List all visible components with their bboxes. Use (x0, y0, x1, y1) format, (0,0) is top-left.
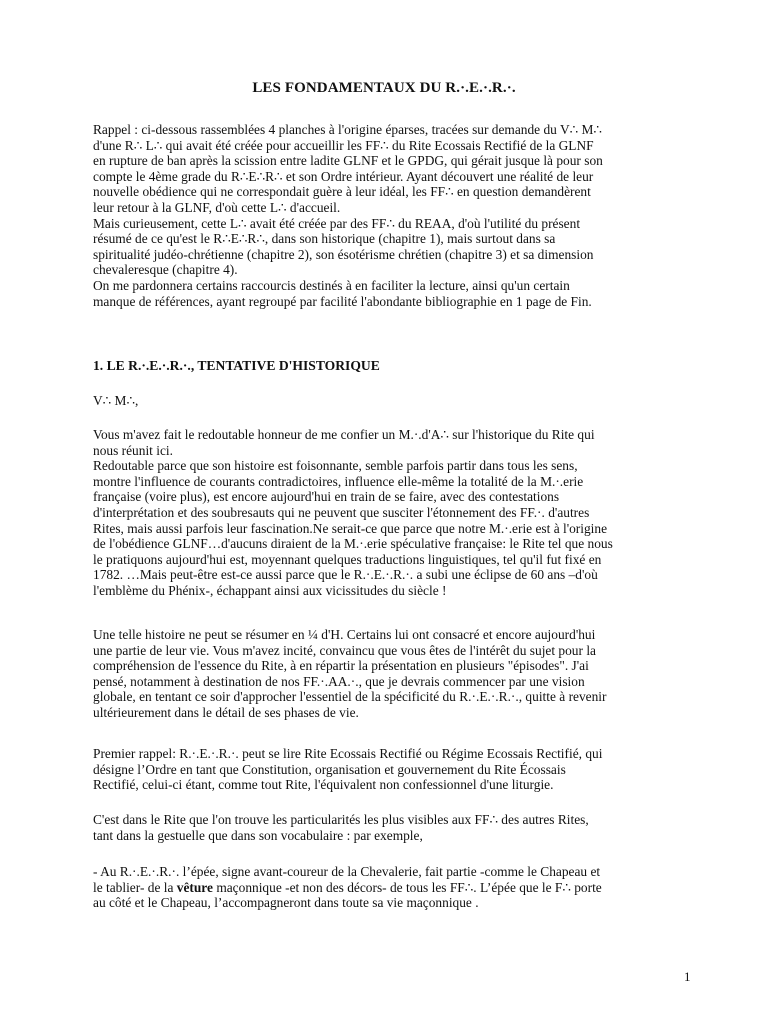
intro-paragraph (93, 122, 693, 309)
text-line: tant dans la gestuelle que dans son vocabulaire : par exemple, (93, 827, 423, 843)
text-line: 1782. …Mais peut-être est-ce aussi parce que le R.·.E.·.R.·. a subi une éclipse de 60 ans –d'où (93, 567, 598, 583)
section-heading: 1. LE R.·.E.·.R.·., TENTATIVE D'HISTORIQUE (93, 358, 380, 373)
text-line: Vous m'avez fait le redoutable honneur de me confier un M.·.d'A∴ sur l'historique du Rite qui (93, 427, 595, 442)
text-line: Premier rappel: R.·.E.·.R.·. peut se lire Rite Ecossais Rectifié ou Régime Ecossais Rectifié, qui (93, 746, 603, 761)
text-line: nouvelle obédience qui ne correspondait guère à leur idéal, les FF∴ en question demandèrent (93, 184, 591, 200)
text-line: V∴ M∴, (93, 393, 139, 408)
text-line: désigne l’Ordre en tant que Constitution, organisation et gouvernement du Rite Écossais (93, 761, 566, 777)
salutation (93, 393, 693, 409)
paragraph-4 (93, 812, 693, 843)
text-line: d'interprétation et des soubresauts qui ne peuvent que susciter l'étonnement des FF.·. d'autres (93, 504, 590, 520)
text-line: de l'obédience GLNF…d'aucuns diraient de la M.·.erie spéculative française: le Rite tel que nous (93, 536, 613, 552)
text-line: Rectifié, celui-ci étant, comme tout Rite, l'équivalent non confessionnel d'une liturgie. (93, 777, 554, 793)
emphasis-veture: vêture (176, 879, 213, 895)
text-line: ultérieurement dans le détail de ses phases de vie. (93, 704, 359, 720)
text-line: Redoutable parce que son histoire est foisonnante, semble parfois partir dans tous les sens, (93, 458, 578, 474)
text-line: en rupture de ban après la scission entre ladite GLNF et le GPDG, qui gérait jusque là pour son (93, 153, 603, 169)
paragraph-5 (93, 864, 693, 911)
text-line: globale, en tentant ce soir d'approcher l'essentiel de la spécificité du R.·.E.·.R.·., quitte à revenir (93, 689, 607, 705)
text-line: Rites, mais aussi parfois leur fascination.Ne serait-ce que parce que notre M.·.erie est à l'origine (93, 520, 608, 536)
text-line: d'une R∴ L∴ qui avait été créée pour accueillir les FF∴ du Rite Ecossais Rectifié de la GLNF (93, 137, 594, 153)
text-line: montre l'influence de courants contradictoires, influence elle-même la totalité de la M.·.erie (93, 473, 584, 489)
text-line: On me pardonnera certains raccourcis destinés à en faciliter la lecture, ainsi qu'un certain (93, 277, 570, 293)
text-line: au côté et le Chapeau, l’accompagneront dans toute sa vie maçonnique . (93, 895, 479, 911)
text-fragment: le tablier- de la (93, 879, 177, 895)
text-line: spiritualité judéo-chrétienne (chapitre 2), son ésotérisme chrétien (chapitre 3) et sa dimension (93, 246, 594, 262)
text-line: une partie de leur vie. Vous m'avez incité, convaincu que vous êtes de l'intérêt du sujet pour la (93, 642, 596, 658)
paragraph-3 (93, 746, 693, 793)
text-line: le pratiquons aujourd'hui est, moyennant quelques traductions linguistiques, tel qu'il fut fixé en (93, 551, 602, 567)
document-title: LES FONDAMENTAUX DU R.·.E.·.R.·. (252, 80, 516, 96)
text-line: pensé, notamment à destination de nos FF.·.AA.·., que je devrais commencer par une vision (93, 673, 585, 689)
text-line: leur retour à la GLNF, d'où cette L∴ d'accueil. (93, 199, 341, 215)
text-line: - Au R.·.E.·.R.·. l’épée, signe avant-coureur de la Chevalerie, fait partie -comme le Chapeau et (93, 864, 601, 879)
text-line: Une telle histoire ne peut se résumer en ¼ d'H. Certains lui ont consacré et encore aujourd'hui (93, 627, 596, 642)
text-line: compréhension de l'essence du Rite, à en répartir la présentation en plusieurs "épisodes". J'ai (93, 658, 589, 674)
text-line: C'est dans le Rite que l'on trouve les particularités les plus visibles aux FF∴ des autres Rites, (93, 812, 589, 827)
text-line: nous réunit ici. (93, 442, 173, 458)
text-line: française (voire plus), est encore aujourd'hui en train de se faire, avec des contestations (93, 489, 560, 505)
page-number: 1 (684, 969, 691, 984)
text-line: résumé de ce qu'est le R∴E∴R∴, dans son historique (chapitre 1), mais surtout dans sa (93, 231, 556, 247)
text-fragment: maçonnique -et non des décors- de tous les FF∴. L’épée que le F∴ porte (212, 879, 602, 895)
text-line (93, 880, 693, 896)
text-line: chevaleresque (chapitre 4). (93, 262, 238, 278)
text-line: compte le 4ème grade du R∴E∴R∴ et son Ordre intérieur. Ayant découvert une réalité de leur (93, 168, 594, 184)
text-line: Mais curieusement, cette L∴ avait été créée par des FF∴ du REAA, d'où l'utilité du présent (93, 215, 581, 231)
text-line: manque de références, ayant regroupé par facilité l'abondante bibliographie en 1 page de Fin. (93, 293, 592, 309)
paragraph-1 (93, 427, 693, 599)
text-line: Rappel : ci-dessous rassemblées 4 planches à l'origine éparses, tracées sur demande du V∴ M∴ (93, 122, 602, 137)
text-line: l'emblème du Phénix-, échappant ainsi aux vicissitudes du siècle ! (93, 582, 447, 598)
paragraph-2 (93, 627, 693, 721)
